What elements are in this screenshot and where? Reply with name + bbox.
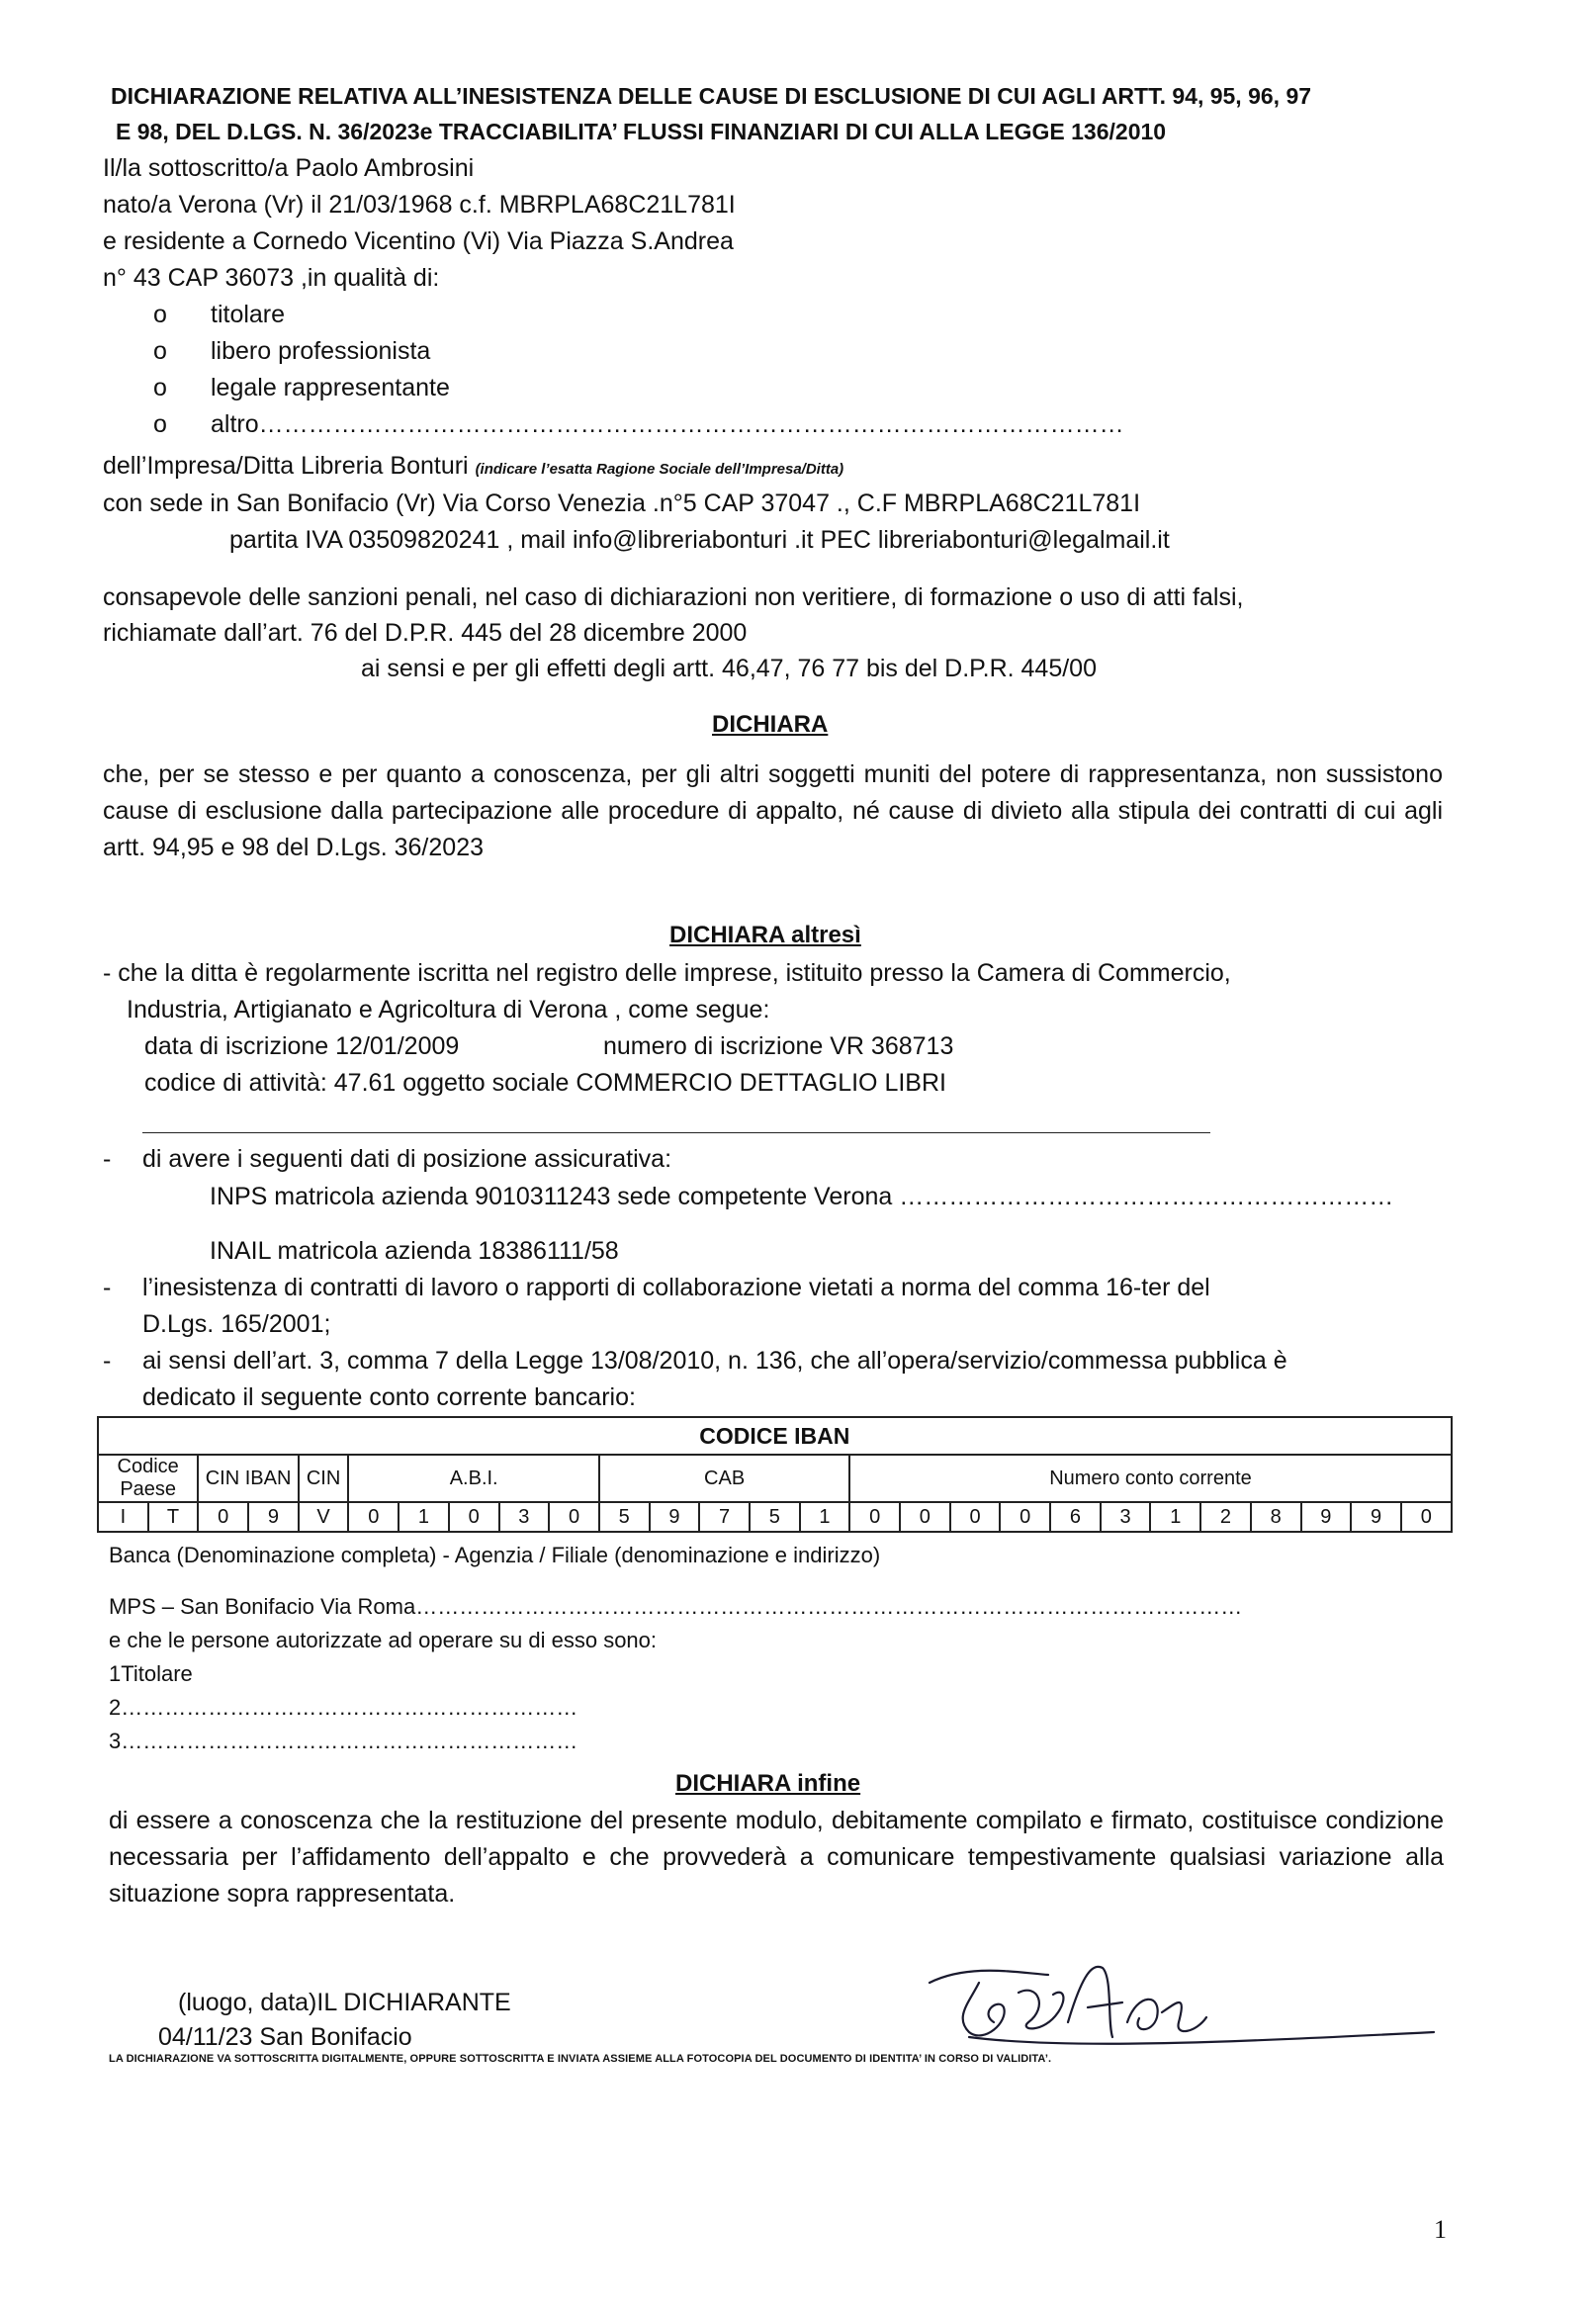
iban-digit: 1: [399, 1502, 449, 1532]
contracts-line-1: [103, 1273, 1210, 1302]
iban-digit: 9: [248, 1502, 299, 1532]
infine-text: di essere a conoscenza che la restituzione del presente modulo, debitamente compilato e firmato, costituisce condizione necessaria per l’affidamento dell’appalto e che provvederà a comunicare tempestivamente qualsiasi variazione alla situazione sopra rappresentata.: [109, 1807, 1444, 1908]
iban-col-abi: A.B.I.: [348, 1455, 598, 1502]
role-label: altro……………………………………………………………………………………………: [211, 410, 1124, 438]
bank-account-line-1: [103, 1346, 1287, 1376]
separator-line: [142, 1132, 1210, 1133]
bank-value: MPS – San Bonifacio Via Roma……………………………………………………………………………………………………: [109, 1594, 1243, 1619]
contracts-text: l’inesistenza di contratti di lavoro o rapporti di collaborazione vietati a norma del comma 16-ter del: [142, 1274, 1210, 1301]
iban-title-row: [98, 1417, 1452, 1455]
altresi-heading: DICHIARA altresì: [669, 922, 861, 948]
iban-digit: 0: [1000, 1502, 1050, 1532]
registration-number: numero di iscrizione VR 368713: [603, 1032, 954, 1060]
role-label: titolare: [211, 301, 286, 328]
company-vat-contacts: partita IVA 03509820241 , mail info@libreriabonturi .it PEC libreriabonturi@legalmail.it: [229, 526, 1170, 554]
page-number: 1: [1434, 2215, 1447, 2244]
iban-digit: 9: [1301, 1502, 1352, 1532]
dichiara-heading: DICHIARA: [712, 711, 829, 738]
bank-account-line-2: dedicato il seguente conto corrente bancario:: [142, 1383, 636, 1411]
company-seat: con sede in San Bonifacio (Vr) Via Corso Venezia .n°5 CAP 37047 ., C.F MBRPLA68C21L781I: [103, 489, 1141, 517]
authorized-person-3: 3………………………………………………………: [109, 1729, 578, 1753]
iban-digit: T: [148, 1502, 199, 1532]
iban-digit: 3: [499, 1502, 550, 1532]
authorized-person-1: 1Titolare: [109, 1661, 193, 1686]
iban-digit: 0: [348, 1502, 399, 1532]
registration-date: data di iscrizione 12/01/2009: [144, 1032, 460, 1060]
iban-digit: 0: [198, 1502, 248, 1532]
declarant-residence: e residente a Cornedo Vicentino (Vi) Via Piazza S.Andrea: [103, 227, 734, 255]
iban-digit: 8: [1251, 1502, 1301, 1532]
iban-col-cab: CAB: [599, 1455, 849, 1502]
role-label: libero professionista: [211, 337, 431, 365]
declarant-address: n° 43 CAP 36073 ,in qualità di:: [103, 264, 440, 292]
iban-digit: 6: [1050, 1502, 1101, 1532]
insurance-dash: -: [103, 1145, 112, 1173]
role-bullet: o: [153, 374, 167, 401]
iban-header-row: [98, 1455, 1452, 1502]
contracts-line-2: D.Lgs. 165/2001;: [142, 1310, 331, 1338]
awareness-line-2: richiamate dall’art. 76 del D.P.R. 445 del 28 dicembre 2000: [103, 619, 748, 647]
role-label: legale rappresentante: [211, 374, 450, 401]
iban-digit: V: [299, 1502, 349, 1532]
contracts-dash: -: [103, 1274, 112, 1301]
dichiara-text: che, per se stesso e per quanto a conoscenza, per gli altri soggetti muniti del potere di rappresentanza, non sussistono cause di esclusione dalla partecipazione alle procedure di appalto, né cause di divieto alla stipula dei contratti di cui agli artt. 94,95 e 98 del D.Lgs. 36/2023: [103, 760, 1443, 861]
handwritten-signature: [910, 1953, 1444, 2062]
iban-digit: 1: [1150, 1502, 1200, 1532]
role-option-titolare: [153, 300, 285, 329]
iban-col-conto: Numero conto corrente: [849, 1455, 1451, 1502]
role-option-altro: [153, 409, 1124, 439]
iban-digit: 9: [1351, 1502, 1401, 1532]
declarant-name: Il/la sottoscritto/a Paolo Ambrosini: [103, 154, 475, 182]
company-name-text: dell’Impresa/Ditta Libreria Bonturi: [103, 452, 476, 480]
iban-col-codice-paese: Codice Paese: [98, 1455, 198, 1502]
iban-digits-row: [98, 1502, 1452, 1532]
iban-digit: 0: [549, 1502, 599, 1532]
bank-account-text: ai sensi dell’art. 3, comma 7 della Legge 13/08/2010, n. 136, che all’opera/servizio/commessa pubblica è: [142, 1347, 1287, 1375]
iban-col-cin-iban: CIN IBAN: [198, 1455, 298, 1502]
iban-digit: I: [98, 1502, 148, 1532]
authorized-person-2: 2………………………………………………………: [109, 1695, 578, 1720]
document-title-line-2: E 98, DEL D.LGS. N. 36/2023e TRACCIABILITA’ FLUSSI FINANZIARI DI CUI ALLA LEGGE 136/2010: [116, 119, 1167, 144]
bank-label: Banca (Denominazione completa) - Agenzia / Filiale (denominazione e indirizzo): [109, 1543, 881, 1567]
document-title-line-1: DICHIARAZIONE RELATIVA ALL’INESISTENZA DELLE CAUSE DI ESCLUSIONE DI CUI AGLI ARTT. 94, 95, 96, 97: [111, 83, 1312, 109]
iban-digit: 0: [449, 1502, 499, 1532]
iban-digit: 0: [849, 1502, 900, 1532]
iban-digit: 9: [650, 1502, 700, 1532]
iban-title: CODICE IBAN: [98, 1417, 1452, 1455]
role-bullet: o: [153, 337, 167, 365]
iban-digit: 0: [1401, 1502, 1452, 1532]
iban-digit: 1: [800, 1502, 850, 1532]
role-option-legale-rappresentante: [153, 373, 450, 402]
authorized-intro: e che le persone autorizzate ad operare su di esso sono:: [109, 1628, 658, 1652]
inps-line: INPS matricola azienda 9010311243 sede competente Verona ……………………………………………………: [210, 1183, 1394, 1210]
registration-activity: codice di attività: 47.61 oggetto sociale COMMERCIO DETTAGLIO LIBRI: [144, 1069, 946, 1097]
iban-digit: 0: [900, 1502, 950, 1532]
role-bullet: o: [153, 410, 167, 438]
signature-date-place: 04/11/23 San Bonifacio: [158, 2023, 412, 2051]
iban-digit: 5: [750, 1502, 800, 1532]
iban-col-cin: CIN: [299, 1455, 349, 1502]
iban-digit: 3: [1101, 1502, 1151, 1532]
insurance-intro-text: di avere i seguenti dati di posizione assicurativa:: [142, 1145, 672, 1173]
declarant-birth: nato/a Verona (Vr) il 21/03/1968 c.f. MBRPLA68C21L781I: [103, 191, 736, 219]
iban-digit: 5: [599, 1502, 650, 1532]
company-name: [103, 451, 843, 485]
iban-digit: 0: [950, 1502, 1001, 1532]
company-name-note: (indicare l’esatta Ragione Sociale dell’Impresa/Ditta): [475, 461, 844, 478]
infine-heading: DICHIARA infine: [675, 1770, 861, 1797]
signature-label: (luogo, data)IL DICHIARANTE: [178, 1989, 511, 2016]
bank-account-dash: -: [103, 1347, 112, 1375]
role-option-libero-professionista: [153, 336, 430, 366]
awareness-line-3: ai sensi e per gli effetti degli artt. 46,47, 76 77 bis del D.P.R. 445/00: [361, 655, 1097, 682]
insurance-intro: [103, 1144, 671, 1174]
iban-digit: 7: [699, 1502, 750, 1532]
registration-line-2: Industria, Artigianato e Agricoltura di Verona , come segue:: [127, 996, 770, 1023]
inail-line: INAIL matricola azienda 18386111/58: [210, 1237, 619, 1265]
footer-note: LA DICHIARAZIONE VA SOTTOSCRITTA DIGITALMENTE, OPPURE SOTTOSCRITTA E INVIATA ASSIEME ALLA FOTOCOPIA DEL DOCUMENTO DI IDENTITA’ IN CORSO DI VALIDITA’.: [109, 2053, 1052, 2065]
role-bullet: o: [153, 301, 167, 328]
awareness-line-1: consapevole delle sanzioni penali, nel caso di dichiarazioni non veritiere, di formazione o uso di atti falsi,: [103, 583, 1244, 611]
registration-line-1: - che la ditta è regolarmente iscritta nel registro delle imprese, istituito presso la Camera di Commercio,: [103, 959, 1231, 987]
iban-table: [97, 1416, 1453, 1533]
iban-digit: 2: [1200, 1502, 1251, 1532]
